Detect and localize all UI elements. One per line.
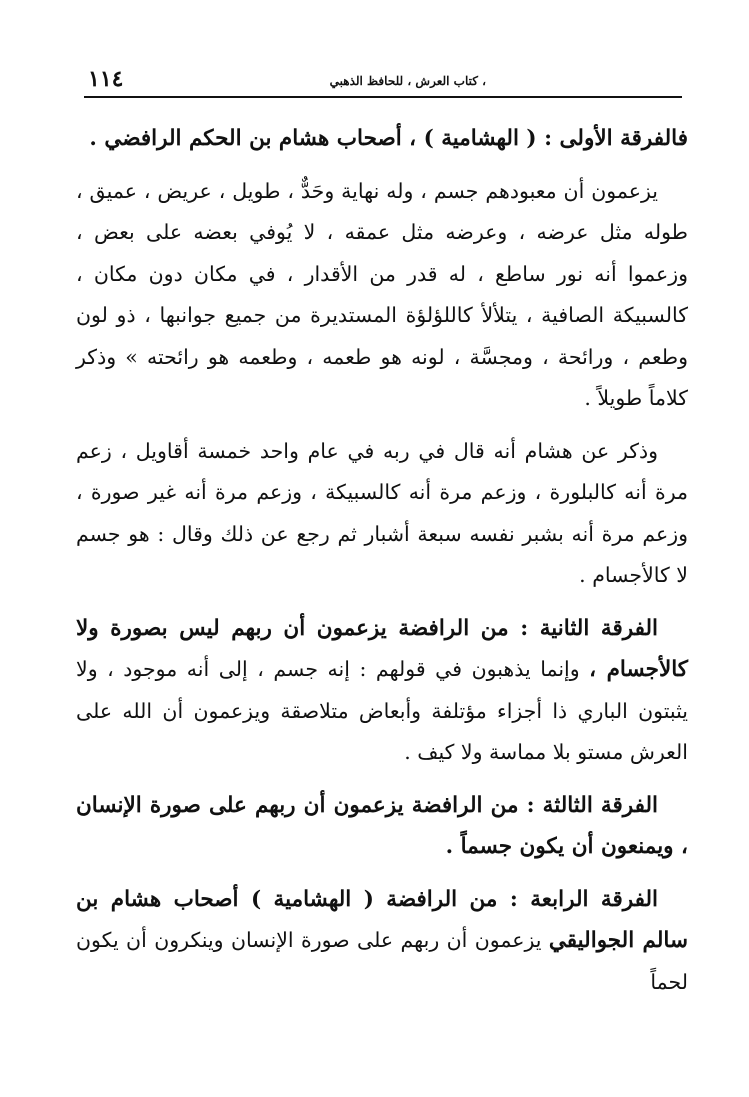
section-heading-third-sect: الفرقة الثالثة : من الرافضة يزعمون أن ربهم على صورة الإنسان ، ويمنعون أن يكون جسماً . [76,792,688,859]
paragraph-text: يزعمون أن معبودهم جسم ، وله نهاية وحَدٌّ ، طويل ، عريض ، عميق ، طوله مثل عرضه ، وعرضه مثل عمقه ، لا يُوفي بعضه على بعض ، وزعموا أنه نور ساطع ، له قدر من الأقدار ، في مكان دون مكان ، كالسبيكة الصافية ، يتلألأ كاللؤلؤة المستديرة من جميع جوانبها ، ذو لون وطعم ، ورائحة ، ومجسَّة ، لونه هو طعمه ، وطعمه هو رائحته » وذكر كلاماً طويلاً . [76,178,688,410]
paragraph-text: وذكر عن هشام أنه قال في ربه في عام واحد خمسة أقاويل ، زعم مرة أنه كالبلورة ، وزعم مرة أنه كالسبيكة ، وزعم مرة أنه غير صورة ، وزعم مرة أنه بشبر نفسه سبعة أشبار ثم رجع عن ذلك وقال : هو جسم لا كالأجسام . [76,438,688,587]
section-heading-first-sect: فالفرقة الأولى : ( الهشامية ) ، أصحاب هشام بن الحكم الرافضي . [89,126,688,151]
paragraph-second-sect [76,608,688,774]
body-text [76,118,688,1009]
paragraph-text: وإنما يذهبون في قولهم : إنه جسم ، إلى أنه موجود ، ولا يثبتون الباري ذا أجزاء مؤتلفة وأبعاض متلاصقة ويزعمون أن الله على العرش مستو بلا مماسة ولا كيف . [76,657,688,764]
paragraph-hishamiyya-description [76,171,688,420]
paragraph-first-sect-heading [76,118,688,160]
paragraph-third-sect [76,785,688,868]
paragraph-text: يزعمون أن ربهم على صورة الإنسان وينكرون أن يكون لحماً [76,928,688,994]
section-heading-fourth-sect: الفرقة الرابعة : من الرافضة ( الهشامية ) أصحاب هشام بن سالم الجواليقي [76,886,688,953]
section-heading-second-sect: الفرقة الثانية : من الرافضة يزعمون أن ربهم ليس بصورة ولا كالأجسام ، [76,615,688,682]
page-number: ١١٤ [88,66,124,92]
running-title: ، كتاب العرش ، للحافظ الذهبي [329,74,486,88]
paragraph-fourth-sect [76,879,688,1004]
page-header [84,62,682,98]
paragraph-hisham-sayings [76,431,688,597]
